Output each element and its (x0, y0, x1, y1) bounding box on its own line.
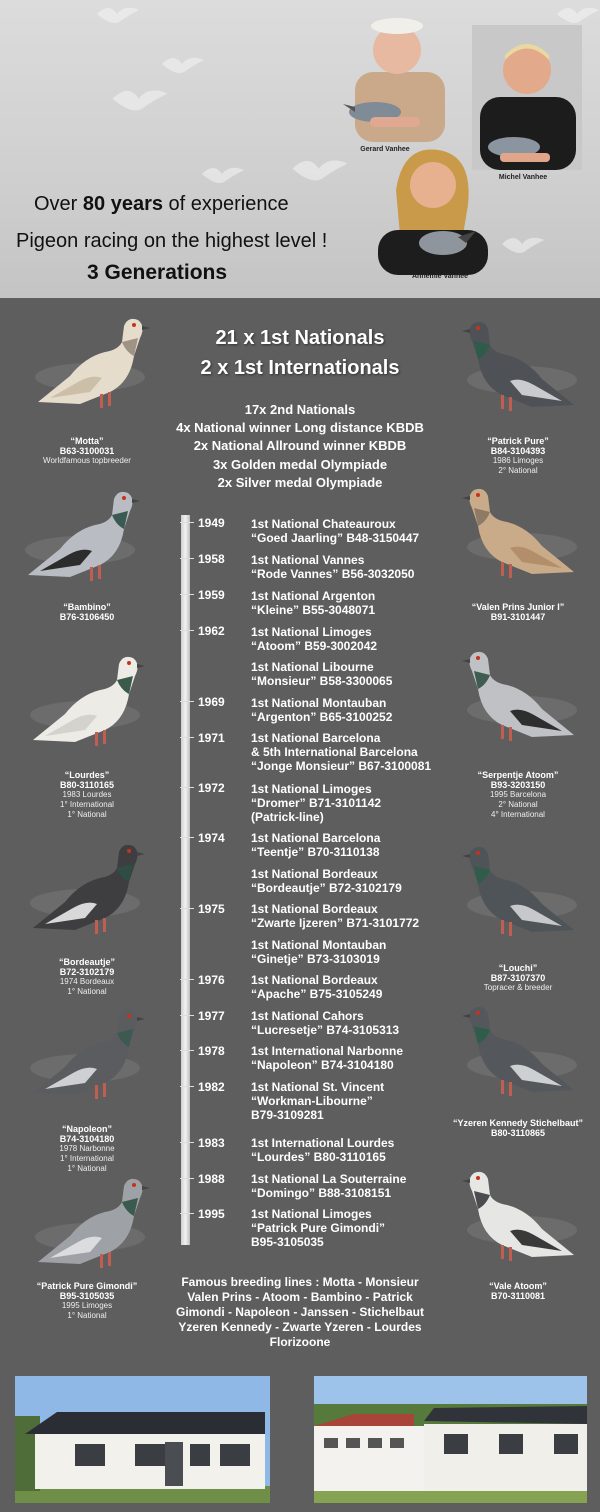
timeline-year: 1969 (198, 695, 225, 709)
timeline-year: 1978 (198, 1044, 225, 1058)
timeline-entry: 1st National La Souterraine “Domingo” B88-3108151 (251, 1172, 407, 1200)
pigeon-caption-louchi: “Louchi” B87-3107370 Topracer & breeder (483, 963, 553, 992)
timeline-year: 1977 (198, 1009, 225, 1023)
flying-pigeon-icon (200, 160, 246, 190)
pigeon-photo-napoleon (25, 1003, 147, 1113)
timeline-bar (181, 515, 190, 1245)
timeline-tick (180, 979, 194, 980)
timeline-entry: 1st International Narbonne “Napoleon” B74-3104180 (251, 1044, 404, 1072)
timeline-entry: 1st National Chateauroux “Goed Jaarling” B48-3150447 (251, 517, 420, 545)
pigeon-caption-serpentje-atoom: “Serpentje Atoom” B93-3203150 1995 Barcelona 2° National 4° International (477, 770, 559, 819)
timeline-tick (180, 908, 194, 909)
pigeon-caption-lourdes: “Lourdes” B80-3110165 1983 Lourdes 1° International 1° National (59, 770, 115, 819)
timeline-entry: 1st National Cahors “Lucresetje” B74-3105313 (251, 1009, 400, 1037)
headline-internationals: 2 x 1st Internationals (200, 357, 400, 379)
timeline-year: 1983 (198, 1136, 225, 1150)
timeline-year: 1958 (198, 552, 225, 566)
timeline-tick (180, 1213, 194, 1214)
achievement-line: 4x National winner Long distance KBDB (176, 420, 424, 435)
pigeon-caption-yzeren-kennedy: “Yzeren Kennedy Stichelbaut” B80-3110865 (452, 1118, 584, 1138)
breeding-lines: Famous breeding lines : Motta - Monsieur Valen Prins - Atoom - Bambino - Patrick Gimondi - Napoleon - Janssen - Stichelbaut Yzeren Kennedy - Zwarte Yzeren - Lourdes Florizoone (175, 1275, 425, 1349)
pigeon-photo-valen-prins-junior (462, 482, 584, 592)
timeline-year: 1949 (198, 516, 225, 530)
pigeon-photo-patrick-pure-gimondi (30, 1172, 152, 1282)
pigeon-caption-valen-prins-junior: “Valen Prins Junior I” B91-3101447 (471, 602, 565, 622)
timeline-entry: 1st National Libourne “Monsieur” B58-3300065 (251, 660, 393, 688)
pigeon-photo-bambino (20, 485, 142, 595)
timeline-entry: 1st International Lourdes “Lourdes” B80-3110165 (251, 1136, 395, 1164)
timeline-year: 1974 (198, 831, 225, 845)
pigeon-photo-lourdes (25, 650, 147, 760)
pigeon-photo-patrick-pure (462, 315, 584, 425)
timeline-year: 1972 (198, 781, 225, 795)
timeline-tick (180, 737, 194, 738)
pigeon-caption-vale-atoom: “Vale Atoom” B70-3110081 (489, 1281, 547, 1301)
flying-pigeon-icon (290, 150, 350, 190)
timeline-year: 1971 (198, 731, 225, 745)
timeline-year: 1995 (198, 1207, 225, 1221)
timeline-year: 1982 (198, 1080, 225, 1094)
timeline-tick (180, 1050, 194, 1051)
achievement-line: 3x Golden medal Olympiade (212, 457, 388, 472)
timeline-tick (180, 630, 194, 631)
pigeon-caption-patrick-pure-gimondi: “Patrick Pure Gimondi” B95-3105035 1995 Limoges 1° National (36, 1281, 138, 1320)
timeline-tick (180, 1086, 194, 1087)
person-photo-gerard (335, 12, 455, 142)
timeline-tick (180, 837, 194, 838)
timeline-year: 1959 (198, 588, 225, 602)
timeline-tick (180, 522, 194, 523)
flying-pigeon-icon (110, 80, 170, 120)
timeline-tick (180, 701, 194, 702)
pigeon-photo-yzeren-kennedy (462, 1000, 584, 1110)
timeline-entry: 1st National Barcelona & 5th International Barcelona “Jonge Monsieur” B67-3100081 (251, 731, 432, 773)
timeline-entry: 1st National Bordeaux “Bordeautje” B72-3102179 (251, 867, 402, 895)
loft-photo-left (15, 1376, 270, 1503)
pigeon-photo-serpentje-atoom (462, 645, 584, 755)
timeline-entry: 1st National St. Vincent “Workman-Libourne” B79-3109281 (251, 1080, 385, 1122)
timeline-year: 1976 (198, 973, 225, 987)
pigeon-caption-bordeautje: “Bordeautje” B72-3102179 1974 Bordeaux 1° National (58, 957, 115, 996)
tagline-generations: 3 Generations (87, 261, 228, 284)
timeline-entry: 1st National Bordeaux “Apache” B75-3105249 (251, 973, 383, 1001)
pigeon-photo-vale-atoom (462, 1165, 584, 1275)
timeline-entry: 1st National Bordeaux “Zwarte Ijzeren” B71-3101772 (251, 902, 420, 930)
pigeon-caption-patrick-pure: “Patrick Pure” B84-3104393 1986 Limoges 2° National (487, 436, 549, 475)
timeline-tick (180, 1142, 194, 1143)
timeline-entry: 1st National Vannes “Rode Vannes” B56-3032050 (251, 553, 415, 581)
timeline-tick (180, 1178, 194, 1179)
flying-pigeon-icon (500, 230, 546, 260)
timeline-tick (180, 1015, 194, 1016)
pigeon-photo-bordeautje (25, 838, 147, 948)
timeline-tick (180, 594, 194, 595)
loft-photo-right (314, 1376, 587, 1503)
timeline-tick (180, 558, 194, 559)
tagline-experience: Over 80 years of experience (34, 193, 289, 215)
pigeon-caption-napoleon: “Napoleon” B74-3104180 1978 Narbonne 1° International 1° National (59, 1124, 115, 1173)
person-name-michel: Michel Vanhee (498, 174, 548, 181)
flying-pigeon-icon (160, 50, 206, 80)
person-name-annemie: Annemie Vanhee (411, 273, 469, 280)
pigeon-photo-louchi (462, 840, 584, 950)
timeline-year: 1962 (198, 624, 225, 638)
timeline-entry: 1st National Barcelona “Teentje” B70-3110138 (251, 831, 381, 859)
header-banner (0, 0, 600, 298)
timeline-entry: 1st National Montauban “Argenton” B65-3100252 (251, 696, 393, 724)
timeline-year: 1988 (198, 1172, 225, 1186)
timeline-entry: 1st National Limoges “Patrick Pure Gimondi” B95-3105035 (251, 1207, 386, 1249)
tagline-racing: Pigeon racing on the highest level ! (16, 230, 328, 252)
achievement-line: 17x 2nd Nationals (244, 402, 356, 417)
achievement-line: 2x National Allround winner KBDB (193, 438, 407, 453)
timeline-tick (180, 787, 194, 788)
timeline-entry: 1st National Limoges “Dromer” B71-3101142 (Patrick-line) (251, 782, 382, 824)
timeline-year: 1975 (198, 902, 225, 916)
pigeon-photo-motta (30, 312, 152, 422)
timeline-entry: 1st National Limoges “Atoom” B59-3002042 (251, 625, 378, 653)
achievement-line: 2x Silver medal Olympiade (217, 475, 383, 490)
pigeon-caption-bambino: “Bambino” B76-3106450 (59, 602, 115, 622)
pigeon-caption-motta: “Motta” B63-3100031 Worldfamous topbreeder (43, 436, 131, 465)
timeline-entry: 1st National Montauban “Ginetje” B73-3103019 (251, 938, 387, 966)
person-photo-annemie (368, 145, 498, 275)
flying-pigeon-icon (95, 0, 141, 30)
person-name-gerard: Gerard Vanhee (360, 146, 410, 153)
timeline-entry: 1st National Argenton “Kleine” B55-3048071 (251, 589, 376, 617)
headline-nationals: 21 x 1st Nationals (215, 327, 385, 349)
